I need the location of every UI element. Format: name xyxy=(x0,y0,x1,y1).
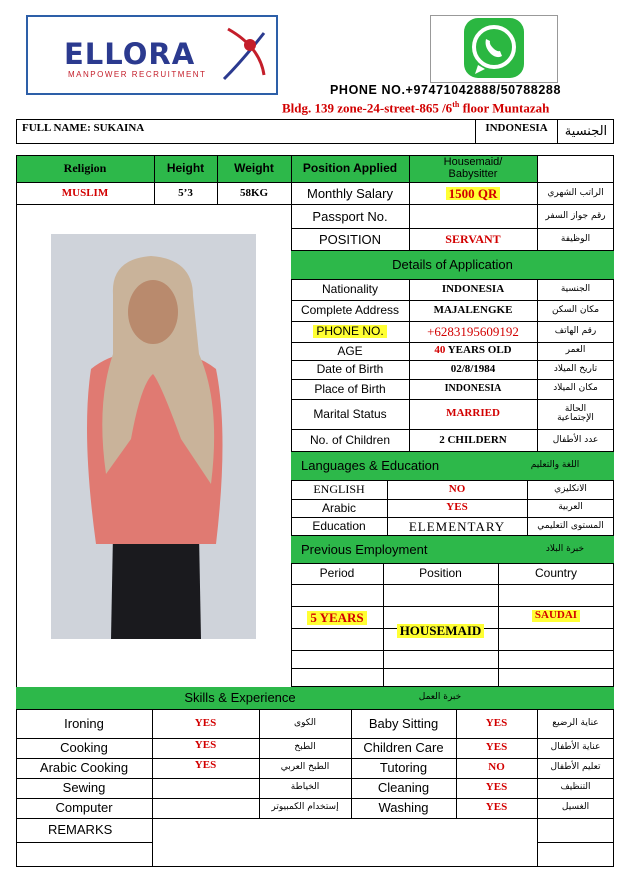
salary-value-text: 1500 QR xyxy=(446,187,501,201)
phone-label: PHONE NO. xyxy=(313,325,386,338)
dob-ar: تاريخ الميلاد xyxy=(553,363,598,374)
weight-value: 58KG xyxy=(239,186,269,199)
languages-title: Languages & Education xyxy=(301,458,440,474)
period-value-cell xyxy=(291,608,383,628)
skill-computer-value xyxy=(152,798,259,818)
emp-position-value: HOUSEMAID xyxy=(397,624,485,638)
country-value: SAUDAI xyxy=(532,610,580,622)
english-ar: الانكليزي xyxy=(554,483,587,494)
address-ar: مكان السكن xyxy=(551,304,600,315)
position-head: Position xyxy=(419,566,462,581)
pob-value: INDONESIA xyxy=(444,382,502,394)
skill-tutoring-ar: تعليم الأطفال xyxy=(550,762,601,773)
marital-label: Marital Status xyxy=(313,406,387,421)
logo-tagline: MANPOWER RECRUITMENT xyxy=(68,70,207,79)
pob-ar: مكان الميلاد xyxy=(553,383,598,394)
whatsapp-box xyxy=(430,15,558,83)
phone-ar: رقم الهاتف xyxy=(554,325,597,336)
remarks-label: REMARKS xyxy=(48,822,113,838)
english-label: ENGLISH xyxy=(313,482,365,497)
skill-children-care-ar: عناية الأطفال xyxy=(550,742,601,753)
skill-tutoring-value: NO xyxy=(488,761,505,774)
phone-label-cell xyxy=(291,321,409,342)
logo-word: ELLORA xyxy=(64,37,196,71)
arabic-value: YES xyxy=(446,501,468,514)
children-label: No. of Children xyxy=(309,433,391,448)
height-head: Height xyxy=(166,161,205,176)
position-applied-head: Position Applied xyxy=(302,161,398,176)
phone-value: +6283195609192 xyxy=(427,323,519,339)
marital-ar: الحالة الإجتماعية xyxy=(557,403,594,423)
height-value: 5’3 xyxy=(178,186,193,199)
nationality-ar: الجنسية xyxy=(560,283,591,294)
languages-title-ar: اللغة والتعليم xyxy=(530,460,580,471)
marital-value: MARRIED xyxy=(446,407,500,420)
country-value-cell xyxy=(498,606,614,626)
skill-cleaning-label: Cleaning xyxy=(377,780,430,796)
dob-label: Date of Birth xyxy=(316,362,384,377)
candidate-photo xyxy=(51,234,256,639)
name-nationality-ar: الجنسية xyxy=(564,123,608,139)
remarks-field xyxy=(153,819,536,866)
period-value: 5 YEARS xyxy=(307,611,366,625)
children-ar: عدد الأطفال xyxy=(552,434,599,445)
religion-head: Religion xyxy=(63,161,107,176)
skill-washing-label: Washing xyxy=(378,800,429,816)
passport-ar: رقم جواز السفر xyxy=(545,210,606,221)
education-label: Education xyxy=(312,519,366,534)
nationality-label: Nationality xyxy=(321,282,379,297)
passport-value xyxy=(409,205,537,228)
arabic-ar: العربية xyxy=(558,502,583,513)
passport-label: Passport No. xyxy=(312,208,388,224)
employment-title: Previous Employment xyxy=(301,541,428,557)
english-value: NO xyxy=(448,482,466,495)
name-nationality: INDONESIA xyxy=(485,121,548,134)
position-value: SERVANT xyxy=(445,232,501,247)
weight-head: Weight xyxy=(234,161,274,176)
skill-baby-sitting-value: YES xyxy=(485,716,508,729)
position-ar: الوظيفة xyxy=(560,233,591,244)
dob-value: 02/8/1984 xyxy=(450,362,496,375)
position-applied-value: Housemaid/ Babysitter xyxy=(443,155,503,180)
age-label: AGE xyxy=(337,343,363,358)
age-unit: YEARS OLD xyxy=(445,344,512,357)
skill-arabic-cooking-value: YES xyxy=(194,759,217,772)
address-label: Complete Address xyxy=(300,303,400,318)
skill-ironing-value: YES xyxy=(194,716,217,729)
skill-cleaning-value: YES xyxy=(485,781,508,794)
children-value: 2 CHILDERN xyxy=(439,433,507,446)
age-ar: العمر xyxy=(565,345,586,356)
salary-label: Monthly Salary xyxy=(307,185,393,201)
age-number: 40 xyxy=(434,344,446,357)
skill-sewing-ar: الخياطة xyxy=(290,782,320,793)
employment-title-ar: خبرة البلاد xyxy=(545,543,585,554)
emp-position-value-cell xyxy=(383,620,498,642)
age-value xyxy=(409,342,537,360)
whatsapp-icon xyxy=(431,16,557,82)
skill-cooking-label: Cooking xyxy=(60,740,108,756)
logo-box xyxy=(26,15,278,95)
education-value: ELEMENTARY xyxy=(408,518,506,534)
details-title: Details of Application xyxy=(392,257,513,273)
nationality-value: INDONESIA xyxy=(441,282,505,295)
skill-ironing-label: Ironing xyxy=(64,715,104,731)
skill-sewing-label: Sewing xyxy=(62,780,106,796)
person-silhouette-icon xyxy=(51,234,256,639)
salary-value xyxy=(409,182,537,205)
phone-line: PHONE NO.+97471042888/50788288 xyxy=(330,83,562,97)
full-name: FULL NAME: SUKAINA xyxy=(22,121,145,134)
arabic-label: Arabic xyxy=(321,500,356,515)
address-sup: th xyxy=(452,100,460,109)
skill-children-care-label: Children Care xyxy=(363,740,444,756)
position-label: POSITION xyxy=(318,231,382,247)
skill-cooking-value: YES xyxy=(194,739,217,752)
skill-arabic-cooking-ar: الطبخ العربي xyxy=(280,762,330,773)
address-line xyxy=(282,100,549,116)
period-head: Period xyxy=(319,566,355,581)
address-pre: Bldg. 139 zone-24-street-865 /6 xyxy=(282,100,453,116)
skill-tutoring-label: Tutoring xyxy=(379,760,428,776)
skill-sewing-value xyxy=(152,778,259,798)
skill-cleaning-ar: التنظيف xyxy=(560,782,591,793)
skills-title-ar: خبرة العمل xyxy=(418,692,462,703)
address-value: MAJALENGKE xyxy=(433,303,513,316)
skill-ironing-ar: الكوى xyxy=(294,717,316,728)
skill-arabic-cooking-label: Arabic Cooking xyxy=(39,760,129,776)
skill-baby-sitting-ar: عناية الرضيع xyxy=(552,717,599,728)
religion-value: MUSLIM xyxy=(61,186,109,199)
country-head: Country xyxy=(534,566,578,581)
skill-washing-ar: الغسيل xyxy=(561,802,590,813)
skill-computer-label: Computer xyxy=(55,800,113,816)
address-post: floor Muntazah xyxy=(459,100,550,116)
salary-ar: الراتب الشهري xyxy=(547,187,604,198)
skill-cooking-ar: الطبخ xyxy=(294,742,316,753)
education-ar: المستوى التعليمي xyxy=(537,520,604,531)
skills-title: Skills & Experience xyxy=(184,690,296,706)
skill-baby-sitting-label: Baby Sitting xyxy=(368,715,439,731)
skill-children-care-value: YES xyxy=(485,741,508,754)
skill-washing-value: YES xyxy=(485,801,508,814)
pob-label: Place of Birth xyxy=(314,381,386,396)
skill-computer-ar: إستخدام الكمبيوتر xyxy=(271,802,339,813)
